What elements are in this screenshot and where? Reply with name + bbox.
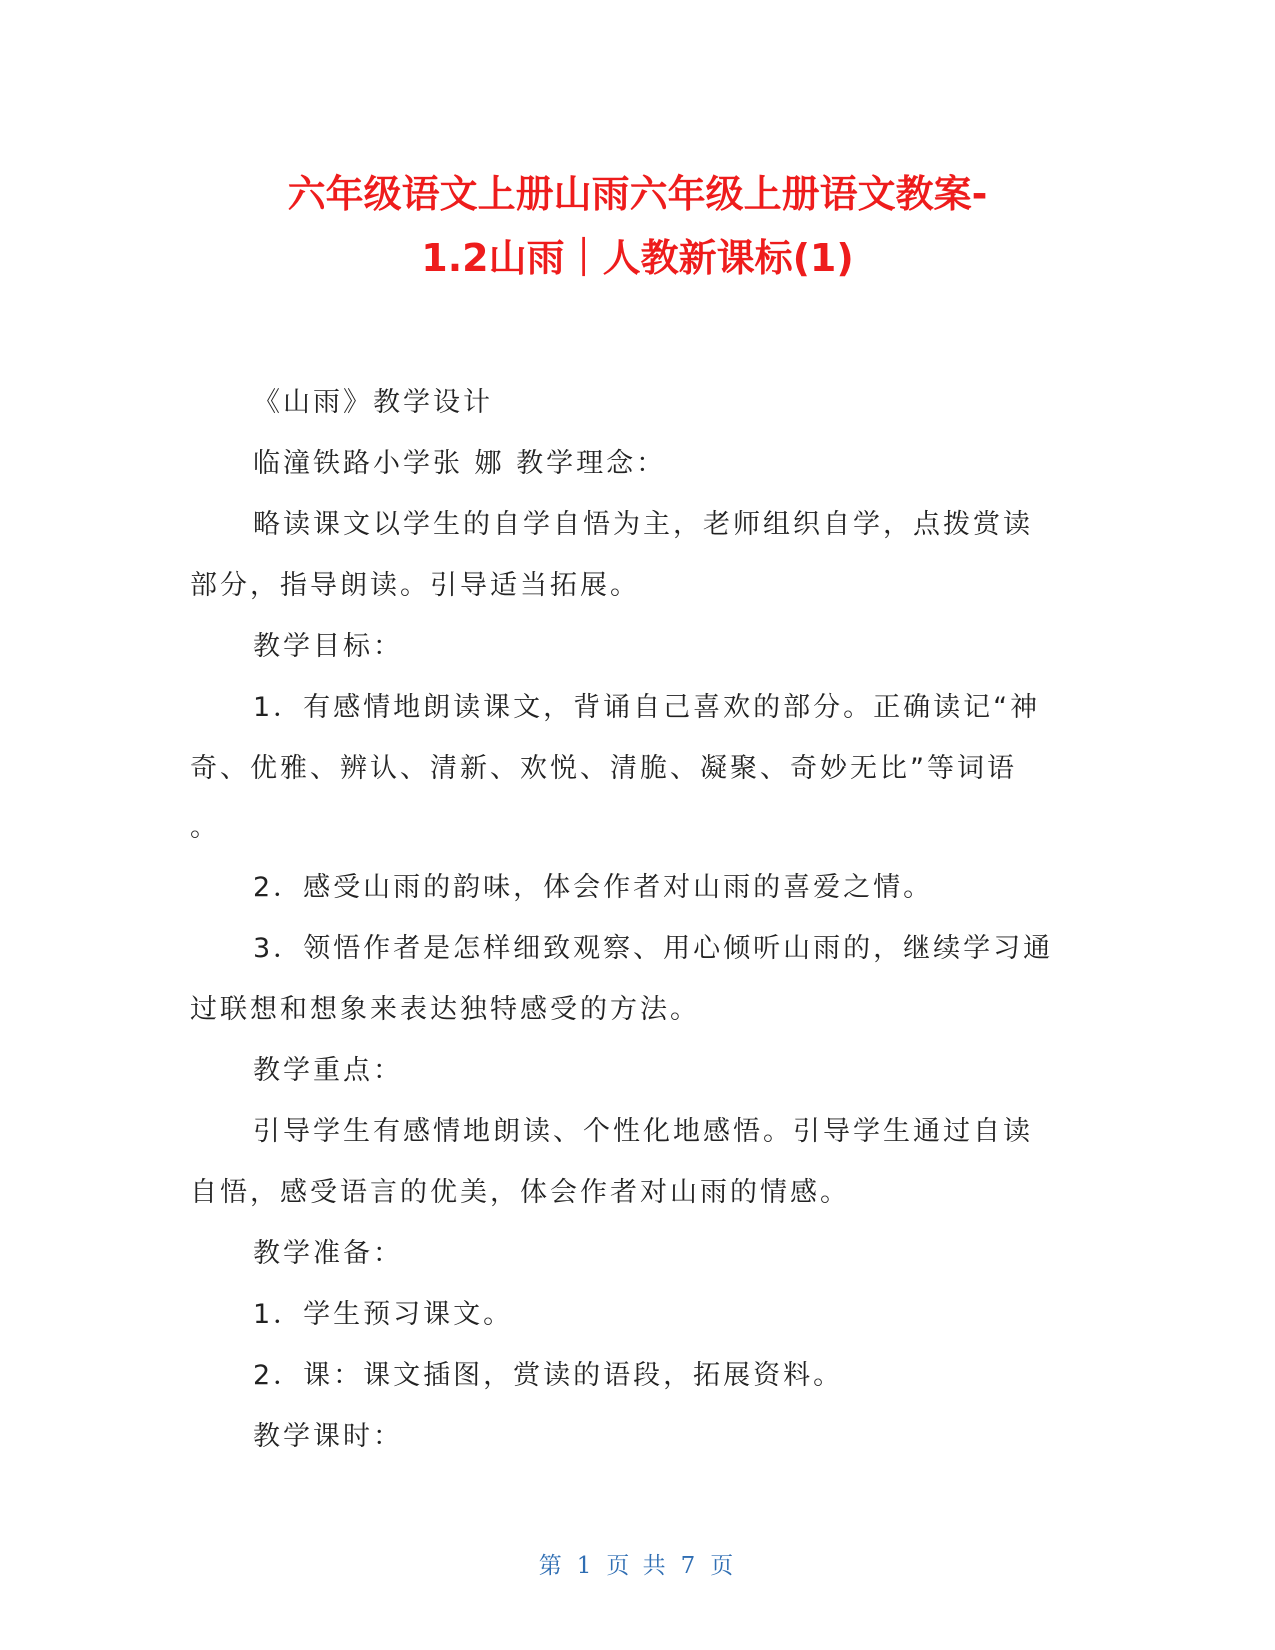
body-line: 1．学生预习课文。 — [253, 1299, 514, 1330]
body-line: 部分，指导朗读。引导适当拓展。 — [190, 570, 640, 601]
body-line: 教学准备： — [253, 1238, 403, 1269]
footer-prefix: 第 — [538, 1553, 565, 1579]
body-line: 。 — [190, 812, 220, 843]
footer-total-pages: 7 — [680, 1553, 699, 1579]
page-footer — [0, 1547, 1275, 1580]
body-line: 教学重点： — [253, 1055, 403, 1086]
footer-suffix: 页 — [710, 1553, 737, 1579]
body-line: 引导学生有感情地朗读、个性化地感悟。引导学生通过自读 — [253, 1116, 1033, 1147]
body-line: 教学目标： — [253, 631, 403, 662]
body-line: 过联想和想象来表达独特感受的方法。 — [190, 994, 700, 1025]
body-line: 《山雨》教学设计 — [253, 387, 493, 418]
body-line: 自悟，感受语言的优美，体会作者对山雨的情感。 — [190, 1177, 850, 1208]
body-line: 2．课：课文插图，赏读的语段，拓展资料。 — [253, 1360, 844, 1391]
body-line: 略读课文以学生的自学自悟为主，老师组织自学，点拨赏读 — [253, 509, 1033, 540]
body-line: 2．感受山雨的韵味，体会作者对山雨的喜爱之情。 — [253, 872, 934, 903]
body-line: 教学课时： — [253, 1421, 403, 1452]
document-title-line2: 1.2山雨｜人教新课标(1) — [421, 236, 854, 280]
document-title-line1: 六年级语文上册山雨六年级上册语文教案- — [287, 172, 988, 216]
body-line: 临潼铁路小学张 娜 教学理念： — [253, 448, 667, 479]
footer-middle: 页 共 — [606, 1553, 669, 1579]
body-line: 奇、优雅、辨认、清新、欢悦、清脆、凝聚、奇妙无比”等词语 — [190, 753, 1017, 784]
body-line: 3．领悟作者是怎样细致观察、用心倾听山雨的，继续学习通 — [253, 933, 1054, 964]
body-line: 1．有感情地朗读课文，背诵自己喜欢的部分。正确读记“神 — [253, 692, 1041, 723]
footer-page-number: 1 — [576, 1553, 595, 1579]
document-body — [190, 372, 1090, 1467]
